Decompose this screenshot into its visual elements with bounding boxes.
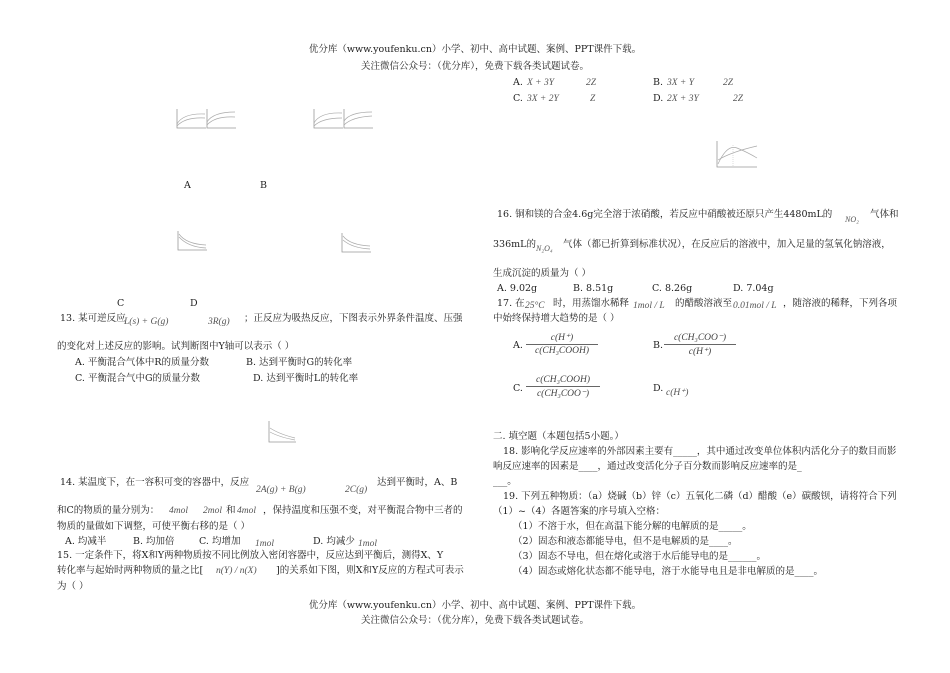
q13-option-c: C. 平衡混合气中G的质量分数 — [75, 373, 201, 384]
q15-ratio: n(Y) / n(X) — [216, 566, 257, 576]
q15-option-b-label: B. — [653, 77, 664, 88]
q13-option-d: D. 达到平衡时L的转化率 — [253, 373, 359, 384]
q17-option-c-numerator: c(CH₃COOH) — [536, 375, 590, 385]
section2-title: 二. 填空题（本题包括5小题。） — [493, 431, 624, 442]
q15-option-a-label: A. — [513, 77, 523, 88]
q14-line2-suffix: ，保持温度和压强不变，对平衡混合物中三者的 — [263, 505, 463, 516]
q17-option-c-denominator: c(CH₃COO⁻) — [536, 389, 590, 399]
q17-conc-2: 0.01mol / L — [733, 301, 777, 311]
q14-option-b: B. 均加倍 — [133, 536, 175, 547]
q13-option-a: A. 平衡混合气体中R的质量分数 — [75, 357, 210, 368]
q17-conc-1: 1mol / L — [633, 301, 665, 311]
q19-item1: （1）不溶于水，但在高温下能分解的电解质的是_____。 — [513, 521, 752, 532]
q14-option-d-value: 1mol — [358, 539, 377, 549]
q15-option-d-label: D. — [653, 93, 664, 104]
q18-line2: 响反应速率的因素是____，通过改变活化分子百分数而影响反应速率的是_ — [493, 461, 802, 472]
graph-label-a: A — [184, 180, 191, 191]
page-header-line2: 关注微信公众号：（优分库），免费下载各类试题试卷。 — [360, 61, 589, 72]
q15-option-a-right: 2Z — [586, 78, 597, 88]
q13-stem-line2: 的变化对上述反应的影响。试判断图中Y轴可以表示（ ） — [57, 341, 295, 352]
q17-option-d-label: D. — [653, 383, 664, 394]
q14-amount-2: 2mol — [203, 506, 222, 516]
graph-q15 — [713, 140, 759, 170]
q14-equation-left: 2A(g) + B(g) — [256, 485, 306, 495]
q13-stem-suffix: ；正反应为吸热反应，下图表示外界条件温度、压强 — [244, 313, 463, 324]
graph-c — [176, 230, 208, 252]
q15-option-d-left: 2X + 3Y — [667, 94, 699, 104]
q15-option-c-label: C. — [513, 93, 523, 104]
q18-line1: 18. 影响化学反应速率的外部因素主要有_____，其中通过改变单位体积内活化分子的数目而影 — [503, 446, 897, 457]
q16-line1-prefix: 16. 铜和镁的合金4.6g完全溶于浓硝酸，若反应中硝酸被还原只产生4480mL的 — [497, 209, 833, 220]
q17-option-b-numerator: c(CH₃COO⁻) — [673, 333, 727, 343]
q17-option-c-fraction — [526, 375, 600, 399]
q19-item3: （3）固态不导电，但在熔化或溶于水后能导电的是______。 — [513, 551, 767, 562]
q15-option-d-right: 2Z — [733, 94, 744, 104]
q15-line3: 为（ ） — [57, 581, 89, 592]
q14-option-c-value: 1mol — [255, 539, 274, 549]
q14-option-c: C. 均增加 — [199, 536, 241, 547]
q17-option-a-label: A. — [513, 340, 523, 351]
q14-equation-right: 2C(g) — [345, 485, 368, 495]
q16-option-b: B. 8.51g — [573, 283, 614, 294]
q16-option-c: C. 8.26g — [652, 283, 693, 294]
q16-line3: 生成沉淀的质量为（ ） — [493, 268, 592, 279]
q17-option-c-label: C. — [513, 383, 523, 394]
q16-option-d: D. 7.04g — [733, 283, 774, 294]
graph-label-d: D — [190, 298, 198, 309]
q14-amount-1: 4mol — [169, 506, 188, 516]
q17-stem-prefix: 17. 在 — [497, 298, 525, 309]
q19-line2: （1）~（4）各题答案的序号填入空格： — [493, 506, 666, 517]
q16-option-a: A. 9.02g — [497, 283, 538, 294]
q14-stem-suffix: 达到平衡时，A、B — [377, 477, 458, 488]
page-footer-line1: 优分库（www.youfenku.cn）小学、初中、高中试题、案例、PPT课件下载。 — [308, 600, 642, 611]
q17-stem-mid2: 的醋酸溶液至 — [675, 298, 733, 309]
q13-option-b: B. 达到平衡时G的转化率 — [246, 357, 353, 368]
q14-option-d: D. 均减少 — [313, 536, 355, 547]
q17-option-b-denominator: c(H⁺) — [688, 347, 712, 357]
q19-line1: 19. 下列五种物质：（a）烧碱（b）锌（c）五氧化二磷（d）醋酸（e）碳酸钡，请将符合下列 — [503, 491, 897, 502]
q15-option-c-right: Z — [590, 94, 596, 104]
page-header-line1: 优分库（www.youfenku.cn）小学、初中、高中试题、案例、PPT课件下载。 — [308, 44, 642, 55]
graph-label-b: B — [260, 180, 267, 191]
q19-item2: （2）固态和液态都能导电，但不是电解质的是____。 — [513, 536, 738, 547]
q18-line3: ___。 — [493, 476, 517, 487]
q14-line2-prefix: 和C的物质的量分别为： — [57, 505, 160, 516]
q17-option-a-denominator: c(CH₃COOH) — [535, 346, 589, 356]
graph-b-right — [342, 108, 374, 130]
graph-b-left — [312, 108, 344, 130]
q15-line1: 15. 一定条件下，将X和Y两种物质按不同比例放入密闭容器中，反应达到平衡后，测得X、Y — [57, 550, 444, 561]
q15-line2-suffix: ]的关系如下图，则X和Y反应的方程式可表示 — [276, 565, 464, 576]
q17-option-b-label: B. — [653, 340, 664, 351]
page-footer-line2: 关注微信公众号：（优分库），免费下载各类试题试卷。 — [360, 615, 589, 626]
q16-line1-suffix: 气体和 — [870, 209, 899, 220]
q15-option-a-left: X + 3Y — [527, 78, 554, 88]
q13-equation-right: 3R(g) — [208, 317, 230, 327]
graph-a-left — [175, 108, 207, 130]
q17-stem-suffix: ，随溶液的稀释，下列各项 — [783, 298, 898, 309]
q19-item4: （4）固态或熔化状态都不能导电，溶于水能导电且是非电解质的是____。 — [513, 566, 824, 577]
q17-stem-mid1: 时，用蒸馏水稀释 — [553, 298, 630, 309]
q15-option-b-left: 3X + Y — [667, 78, 694, 88]
q17-temperature: 25°C — [525, 301, 545, 311]
q14-amount-3: 4mol — [237, 506, 256, 516]
q17-option-a-numerator: c(H⁺) — [550, 333, 574, 343]
q16-line2-prefix: 336mL的 — [493, 239, 536, 250]
q16-gas-1: NO₂ — [845, 215, 859, 224]
q17-option-d-expr: c(H⁺) — [666, 388, 689, 398]
graph-label-c: C — [117, 298, 125, 309]
q14-line3: 物质的量做如下调整，可使平衡右移的是（ ） — [57, 521, 251, 532]
q14-line2-and: 和 — [226, 505, 236, 516]
q17-option-b-fraction — [664, 332, 736, 357]
q13-equation-left: L(s) + G(g) — [124, 317, 169, 327]
q15-option-c-left: 3X + 2Y — [527, 94, 559, 104]
q15-option-b-right: 2Z — [723, 78, 734, 88]
q16-line2-suffix: 气体（都已折算到标准状况），在反应后的溶液中，加入足量的氢氧化钠溶液， — [563, 239, 891, 250]
q14-stem-prefix: 14. 某温度下，在一容积可变的容器中，反应 — [60, 477, 250, 488]
graph-a-right — [205, 108, 237, 130]
graph-q13 — [267, 420, 297, 444]
q16-gas-2: N₂O₄ — [536, 244, 553, 253]
q15-line2-prefix: 转化率与起始时两种物质的量之比[ — [57, 565, 204, 576]
graph-d — [340, 232, 372, 254]
q14-option-a: A. 均减半 — [65, 536, 107, 547]
q13-stem-prefix: 13. 某可逆反应 — [60, 313, 126, 324]
q17-option-a-fraction — [526, 332, 598, 356]
q17-line2: 中始终保持增大趋势的是（ ） — [493, 313, 620, 324]
